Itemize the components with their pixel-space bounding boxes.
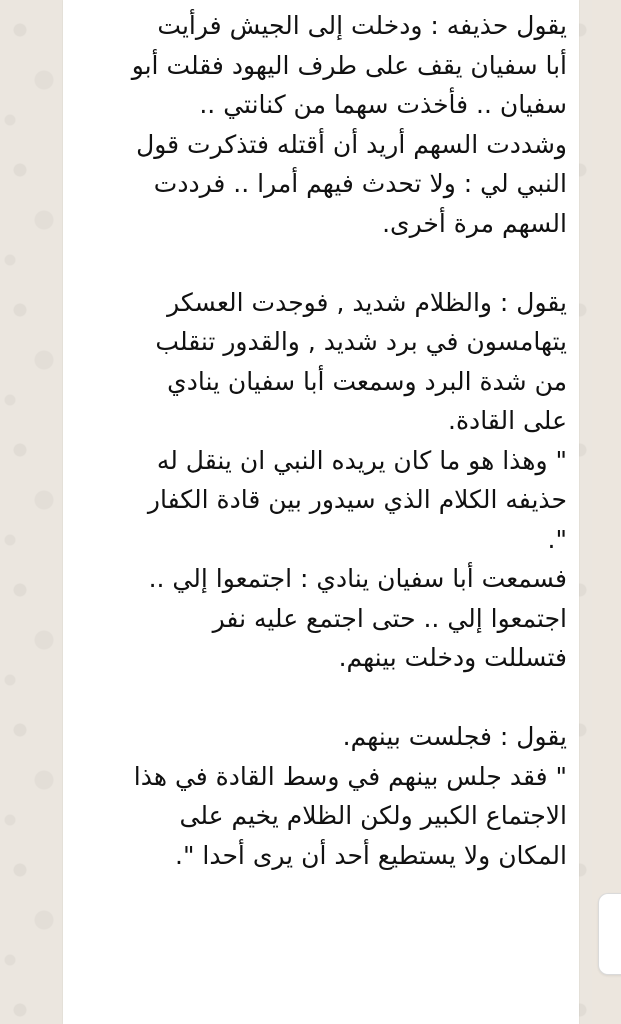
message-line: فتسللت ودخلت بينهم. [338, 643, 567, 672]
message-line: يقول : فجلست بينهم. [342, 722, 567, 751]
message-line: اجتمعوا إلي .. حتى اجتمع عليه نفر [212, 603, 567, 633]
scroll-to-bottom-handle[interactable] [598, 893, 621, 975]
message-line: سفيان .. فأخذت سهما من كنانتي .. [199, 90, 567, 119]
message-bubble[interactable] [63, 0, 579, 1024]
chat-background-strip [592, 0, 621, 1024]
message-line: الاجتماع الكبير ولكن الظلام يخيم على [179, 801, 567, 830]
message-line: السهم مرة أخرى. [382, 208, 567, 238]
message-line: يقول حذيفه : ودخلت إلى الجيش فرأيت [157, 11, 567, 40]
message-line: ". [547, 524, 567, 554]
message-line: " فقد جلس بينهم في وسط القادة في هذا [133, 761, 567, 791]
message-blank-line [71, 243, 567, 283]
message-line: على القادة. [448, 406, 567, 435]
message-line: النبي لي : ولا تحدث فيهم أمرا .. فرددت [153, 169, 567, 198]
message-text [71, 6, 567, 875]
message-line: فسمعت أبا سفيان ينادي : اجتمعوا إلي .. [148, 564, 567, 593]
message-line: من شدة البرد وسمعت أبا سفيان ينادي [167, 366, 567, 396]
message-blank-line [71, 678, 567, 718]
message-line: وشددت السهم أريد أن أقتله فتذكرت قول [136, 129, 567, 159]
message-line: يقول : والظلام شديد , فوجدت العسكر [167, 287, 567, 317]
message-line: يتهامسون في برد شديد , والقدور تنقلب [155, 327, 567, 356]
message-line: المكان ولا يستطيع أحد أن يرى أحدا ". [175, 840, 567, 870]
message-line: حذيفه الكلام الذي سيدور بين قادة الكفار [147, 485, 567, 514]
message-line: " وهذا هو ما كان يريده النبي ان ينقل له [156, 445, 567, 475]
message-line: أبا سفيان يقف على طرف اليهود فقلت أبو [131, 50, 567, 80]
